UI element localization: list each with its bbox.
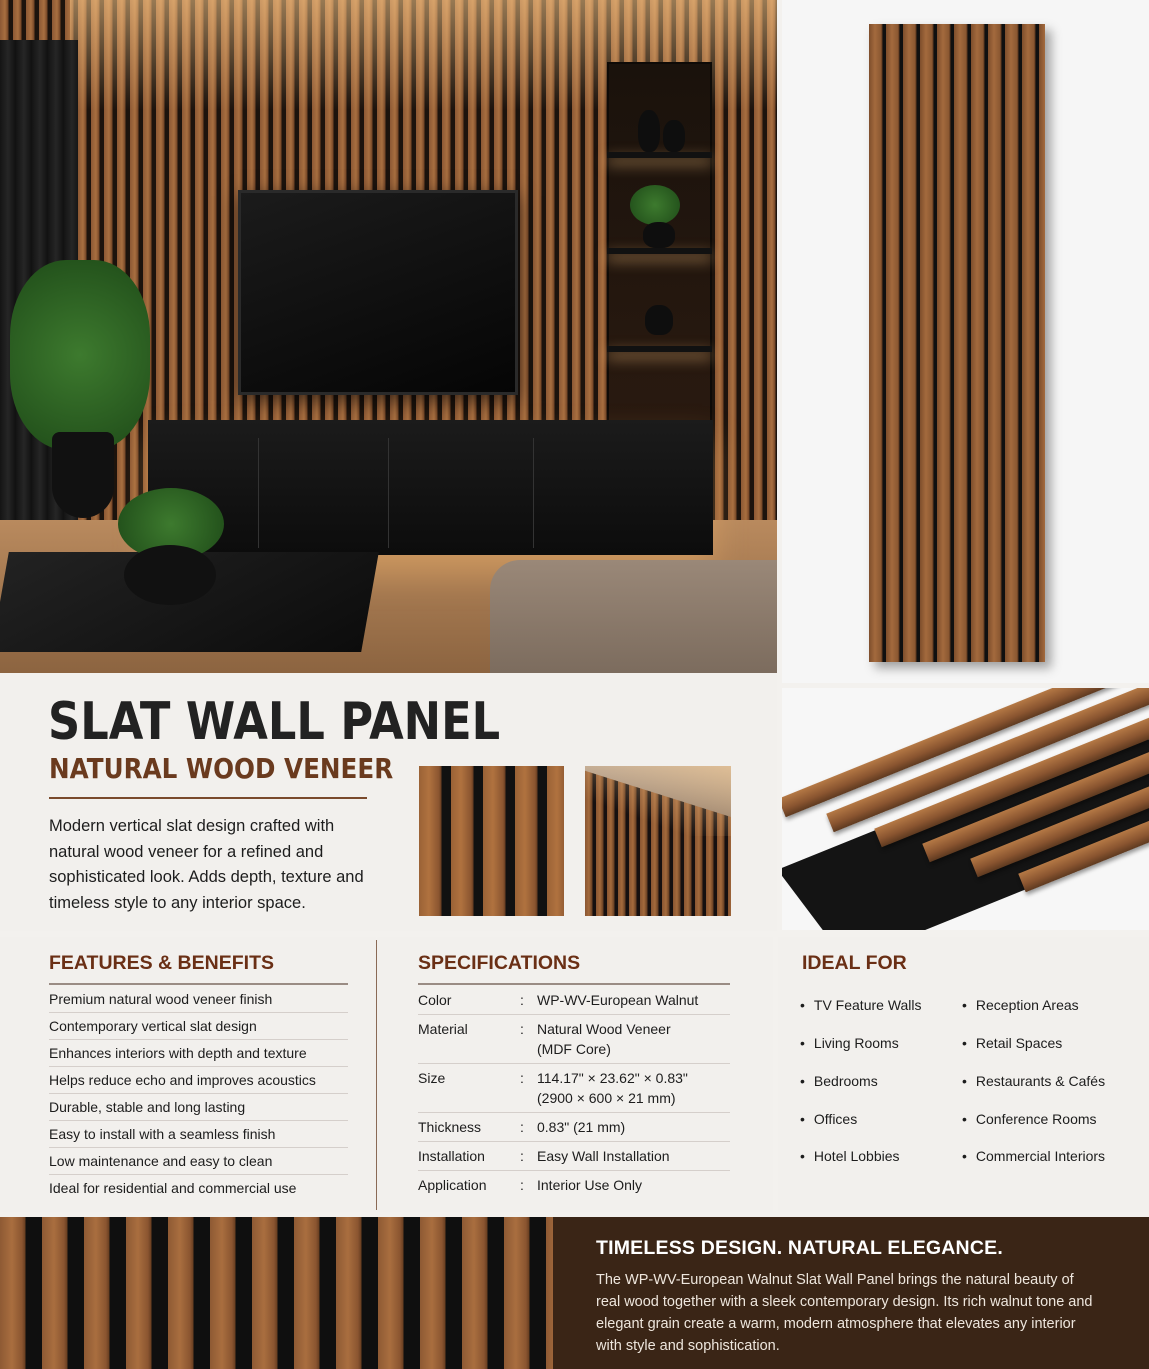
spec-value: Interior Use Only	[537, 1177, 643, 1193]
list-item: • Hotel Lobbies	[800, 1148, 900, 1164]
list-item: • Commercial Interiors	[962, 1148, 1105, 1164]
sofa	[490, 560, 777, 673]
table-row	[418, 1064, 730, 1113]
plant-pot	[124, 545, 216, 605]
spec-value: Natural Wood Veneer (MDF Core)	[537, 1021, 671, 1057]
list-item: • Offices	[800, 1111, 857, 1127]
shelf-plant	[630, 185, 680, 225]
palm-plant	[10, 260, 150, 450]
table-row	[418, 1015, 730, 1064]
shelf	[607, 152, 712, 158]
spec-value: WP-WV-European Walnut	[537, 992, 699, 1008]
heading-rule	[418, 983, 730, 985]
title-divider	[49, 797, 367, 799]
vase	[643, 222, 675, 248]
tall-panel-image	[782, 0, 1149, 683]
vase	[638, 110, 660, 152]
spec-label: Thickness	[418, 1119, 482, 1135]
spec-label: Application	[418, 1177, 487, 1193]
spec-label: Material	[418, 1021, 468, 1037]
table-row	[418, 1113, 730, 1142]
spec-separator: :	[520, 1021, 524, 1037]
specs-heading: SPECIFICATIONS	[418, 952, 581, 974]
page-subtitle: NATURAL WOOD VENEER	[49, 752, 394, 785]
list-item: • Reception Areas	[962, 997, 1079, 1013]
spec-separator: :	[520, 1177, 524, 1193]
lit-slat-swatch	[585, 766, 731, 916]
table-row	[418, 1142, 730, 1171]
list-item: Helps reduce echo and improves acoustics	[49, 1067, 348, 1094]
spec-separator: :	[520, 992, 524, 1008]
list-item: • Conference Rooms	[962, 1111, 1097, 1127]
spec-separator: :	[520, 1070, 524, 1086]
spec-label: Size	[418, 1070, 446, 1086]
features-list	[49, 986, 348, 1202]
shelf	[607, 248, 712, 254]
room-scene-image	[0, 0, 777, 673]
page-title: SLAT WALL PANEL	[48, 692, 501, 752]
spec-value: Easy Wall Installation	[537, 1148, 670, 1164]
list-item: Durable, stable and long lasting	[49, 1094, 348, 1121]
list-item: Enhances interiors with depth and texture	[49, 1040, 348, 1067]
plant-pot	[52, 432, 114, 518]
spec-label: Installation	[418, 1148, 485, 1164]
bottom-slat-image	[0, 1217, 553, 1369]
list-item: • Bedrooms	[800, 1073, 878, 1089]
list-item: • Retail Spaces	[962, 1035, 1062, 1051]
list-item: • TV Feature Walls	[800, 997, 922, 1013]
ideal-heading: IDEAL FOR	[802, 952, 907, 974]
list-item: Contemporary vertical slat design	[49, 1013, 348, 1040]
spec-value: 0.83" (21 mm)	[537, 1119, 626, 1135]
spec-value: 114.17" × 23.62" × 0.83" (2900 × 600 × 21 mm)	[537, 1070, 688, 1106]
panel-perspective-image	[782, 688, 1149, 930]
spec-separator: :	[520, 1148, 524, 1164]
vertical-slat-panel	[869, 24, 1045, 662]
list-item: • Restaurants & Cafés	[962, 1073, 1105, 1089]
features-heading: FEATURES & BENEFITS	[49, 952, 274, 974]
list-item: Easy to install with a seamless finish	[49, 1121, 348, 1148]
vase	[645, 305, 673, 335]
intro-text: Modern vertical slat design crafted with natural wood veneer for a refined and sophisticated look. Adds depth, texture and timeless style to any interior space.	[49, 817, 364, 912]
bottom-title: TIMELESS DESIGN. NATURAL ELEGANCE.	[596, 1237, 1003, 1259]
slat-closeup-swatch	[419, 766, 564, 916]
list-item: • Living Rooms	[800, 1035, 899, 1051]
bottom-description: The WP-WV-European Walnut Slat Wall Panel brings the natural beauty of real wood together with a sleek contemporary design. Its rich walnut tone and elegant grain create a warm, modern atmosphere that elevates any interior with style and sophistication.	[596, 1272, 1093, 1354]
vase	[663, 120, 685, 152]
table-row	[418, 986, 730, 1015]
table-row	[418, 1171, 730, 1200]
list-item: Low maintenance and easy to clean	[49, 1148, 348, 1175]
list-item: Ideal for residential and commercial use	[49, 1180, 297, 1196]
led-glow	[585, 766, 731, 836]
specs-table	[418, 986, 730, 1199]
shelf	[607, 346, 712, 352]
spec-label: Color	[418, 992, 452, 1008]
list-item: Premium natural wood veneer finish	[49, 986, 348, 1013]
spec-separator: :	[520, 1119, 524, 1135]
heading-rule	[49, 983, 348, 985]
tv-console	[148, 420, 713, 555]
television	[238, 190, 518, 395]
